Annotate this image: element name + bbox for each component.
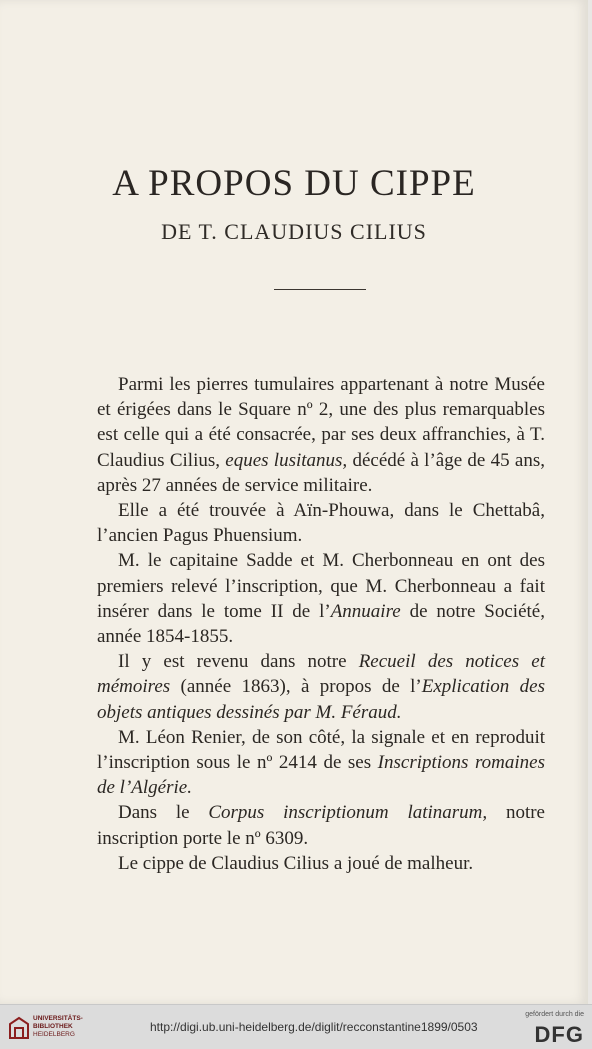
paragraph <box>97 372 545 498</box>
paragraph <box>97 548 545 649</box>
text-run: M. Léon Renier, de son côté, la signale et en reproduit l’inscription sous le nº 2414 de ses <box>97 726 545 774</box>
text-run: M. le capitaine Sadde et M. Cherbonneau en ont des premiers relevé l’inscription, que M. Cherbonneau a fait insérer dans le tome II de l’ <box>97 550 545 622</box>
text-run: décédé à l’âge de 45 ans, après 27 années de service militaire. <box>97 449 545 496</box>
paragraph <box>97 851 545 876</box>
text-run: Il y est revenu dans notre <box>118 651 359 673</box>
text-run: (année 1863), à propos de l’ <box>170 676 422 698</box>
paragraph <box>97 800 545 850</box>
university-name: UNIVERSITÄTS- BIBLIOTHEK HEIDELBERG <box>33 1015 83 1038</box>
dfg-logo: DFG <box>534 1022 584 1047</box>
text-run: notre inscription porte le nº 6309. <box>97 802 545 849</box>
page-subtitle: DE T. CLAUDIUS CILIUS <box>161 219 427 244</box>
title-divider <box>274 289 366 290</box>
italic-run: Inscriptions romaines de l’Algérie. <box>97 752 546 799</box>
funded-by-label: gefördert durch die <box>525 1011 584 1018</box>
italic-run: Annuaire <box>330 600 401 622</box>
viewer-footer <box>0 1004 592 1049</box>
source-url[interactable]: http://digi.ub.uni-heidelberg.de/diglit/recconstantine1899/0503 <box>150 1020 478 1034</box>
text-run: Dans le <box>118 802 209 824</box>
text-run: de notre Société, année 1854-1855. <box>97 600 545 648</box>
text-run: Parmi les pierres tumulaires appartenant à notre Musée et érigées dans le Square nº 2, une des plus remarquables est celle qui a été consacrée, par ses deux affranchies, à T. Claudius Cilius, <box>97 374 545 471</box>
italic-run: Corpus inscriptionum latinarum, <box>208 802 488 824</box>
paragraph <box>97 498 545 548</box>
text-run: Le cippe de Claudius Cilius a joué de malheur. <box>118 852 474 874</box>
university-logo-icon <box>8 1016 30 1040</box>
italic-run: Recueil des notices et mémoires <box>97 651 545 698</box>
page-title: A PROPOS DU CIPPE <box>112 163 476 204</box>
paragraph <box>97 725 545 801</box>
paragraph <box>97 649 545 725</box>
italic-run: eques lusitanus, <box>225 449 348 471</box>
text-run: Elle a été trouvée à Aïn-Phouwa, dans le Chettabâ, l’ancien Pagus Phuensium. <box>97 500 545 547</box>
italic-run: Explication des objets antiques dessinés par M. Féraud. <box>97 676 545 723</box>
body-text <box>97 372 545 876</box>
